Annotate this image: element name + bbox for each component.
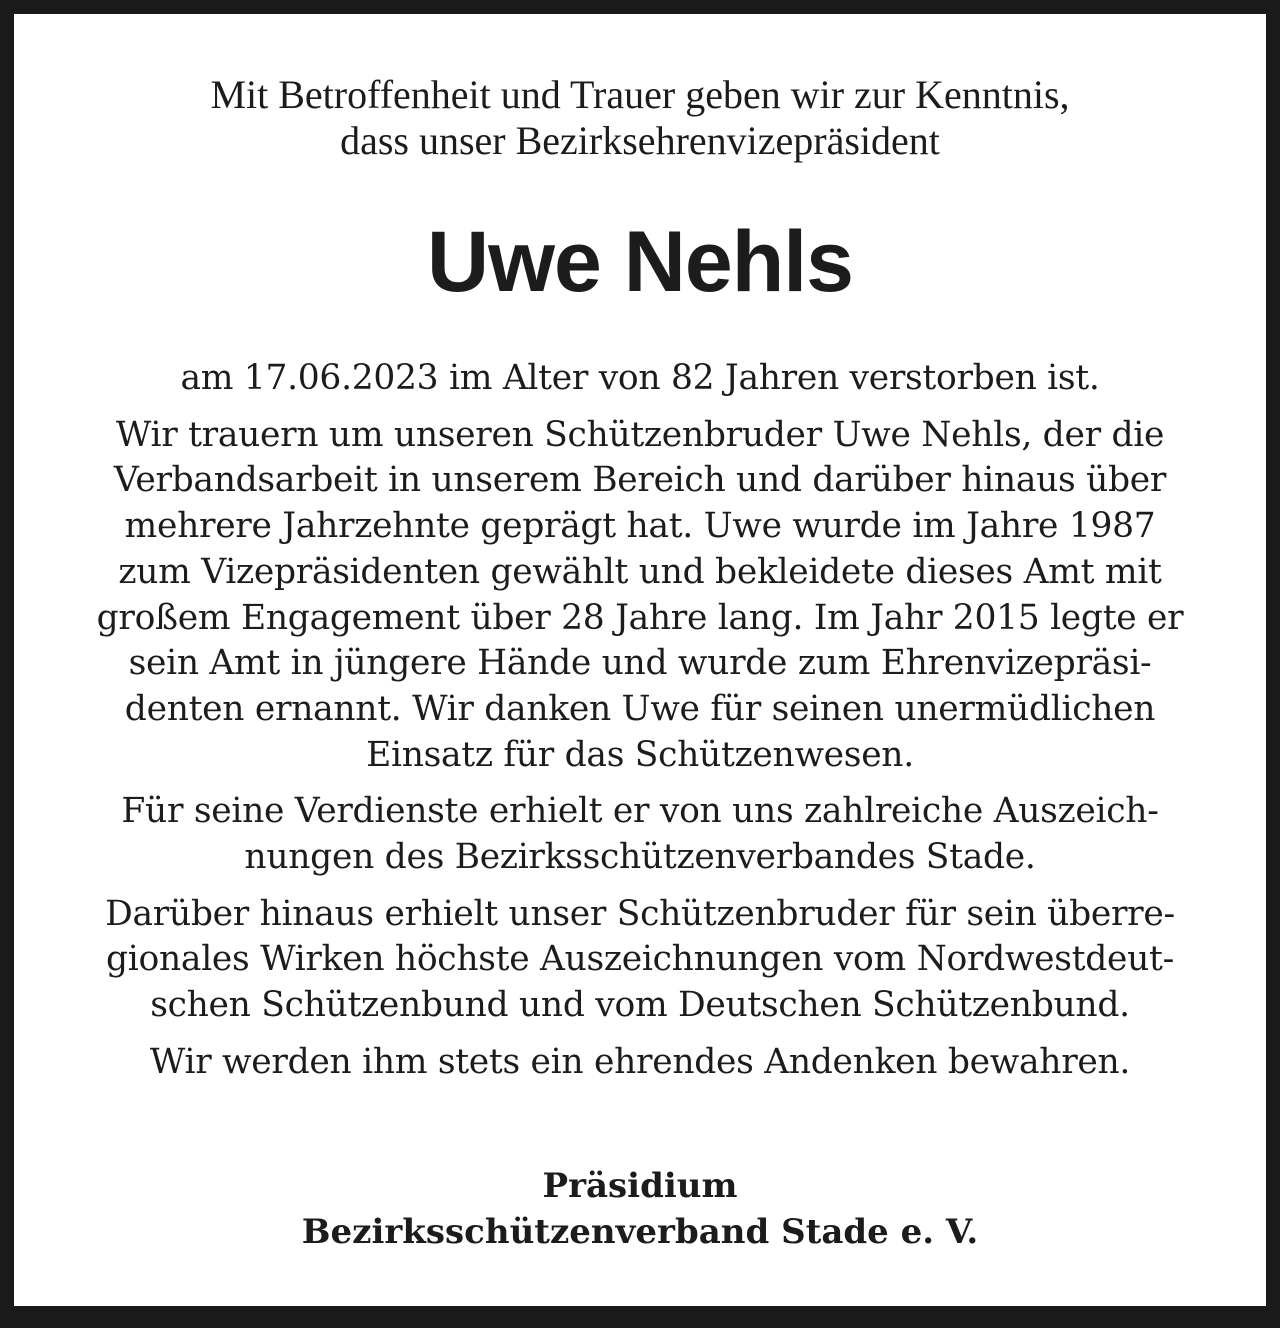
- text-line: Einsatz für das Schützenwesen.: [366, 734, 914, 775]
- closing-paragraph: [34, 1040, 1246, 1086]
- closing-line: Wir werden ihm stets ein ehrendes Andenken bewahren.: [149, 1041, 1131, 1082]
- text-line: Wir trauern um unseren Schützenbruder Uwe Nehls, der die: [115, 414, 1165, 455]
- signature-line: Bezirksschützenverband Stade e. V.: [301, 1212, 979, 1252]
- tribute-paragraph: [34, 413, 1246, 779]
- obituary-notice: [14, 14, 1266, 1306]
- intro-line: dass unser Bezirksehrenvizepräsident: [340, 118, 940, 163]
- text-line: denten ernannt. Wir danken Uwe für seinen unermüdlichen: [124, 688, 1156, 729]
- text-line: großem Engagement über 28 Jahre lang. Im Jahr 2015 legte er: [96, 597, 1184, 638]
- date-paragraph: [34, 356, 1246, 402]
- date-line: am 17.06.2023 im Alter von 82 Jahren verstorben ist.: [180, 358, 1100, 398]
- signature-block: [14, 1163, 1266, 1255]
- text-line: Für seine Verdienste erhielt er von uns zahlreiche Auszeich-: [121, 791, 1159, 832]
- intro-line: Mit Betroffenheit und Trauer geben wir zur Kenntnis,: [210, 72, 1070, 117]
- intro-text: [14, 72, 1266, 164]
- notice-body: [34, 356, 1246, 1097]
- national-awards-paragraph: [34, 892, 1246, 1029]
- text-line: gionales Wirken höchste Auszeichnungen vom Nordwestdeut-: [106, 939, 1174, 980]
- text-line: Darüber hinaus erhielt unser Schützenbruder für sein überre-: [105, 893, 1175, 934]
- text-line: sein Amt in jüngere Hände und wurde zum Ehrenvizepräsi-: [128, 643, 1152, 684]
- text-line: nungen des Bezirksschützenverbandes Stade.: [244, 837, 1036, 878]
- text-line: zum Vizepräsidenten gewählt und bekleidete dieses Amt mit: [118, 551, 1162, 592]
- signature-line: Präsidium: [542, 1166, 738, 1206]
- deceased-name: Uwe Nehls: [427, 214, 853, 310]
- text-line: mehrere Jahrzehnte geprägt hat. Uwe wurde im Jahre 1987: [124, 506, 1156, 547]
- text-line: Verbandsarbeit in unserem Bereich und darüber hinaus über: [113, 460, 1167, 501]
- text-line: schen Schützenbund und vom Deutschen Schützenbund.: [150, 985, 1130, 1026]
- awards-paragraph: [34, 789, 1246, 880]
